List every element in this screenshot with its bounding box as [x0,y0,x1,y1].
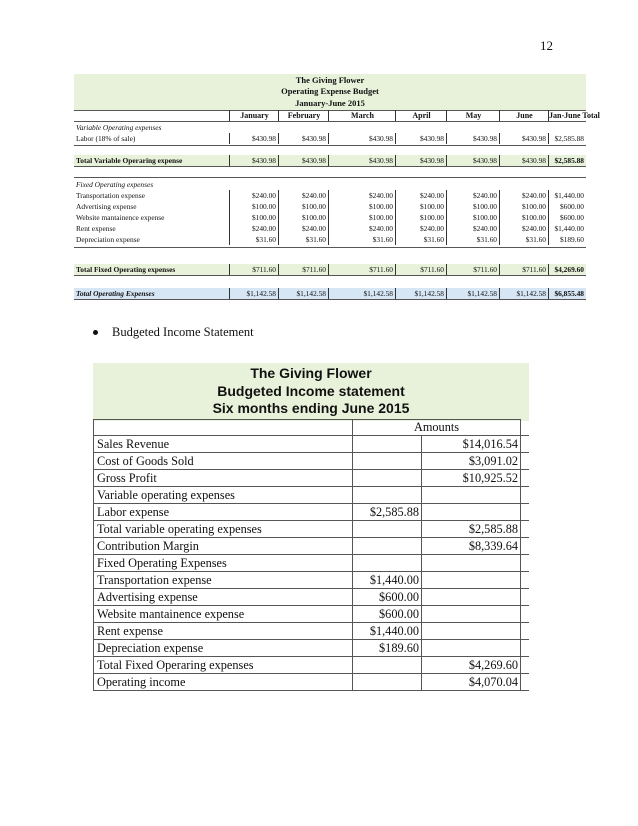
income-row-label: Cost of Goods Sold [93,453,353,469]
total-operating-row [74,288,586,299]
bullet-dot-icon [93,330,98,335]
total-variable-label: Total Variable Operaring expense [76,156,183,165]
fixed-expense-value: $240.00 [278,223,328,234]
income-row-label: Transportation expense [93,572,353,588]
fixed-expense-value: $31.60 [499,234,548,245]
total-fixed-value: $711.60 [499,264,548,275]
fixed-expense-row [74,201,586,212]
income-row-label: Sales Revenue [93,436,353,452]
income-row-subamount: $600.00 [379,590,419,604]
bullet-text: Budgeted Income Statement [112,325,254,339]
total-fixed-value: $711.60 [328,264,395,275]
income-row-total: $14,016.54 [353,436,521,452]
income-title-line: Budgeted Income statement [217,382,405,399]
income-row [93,657,529,674]
amounts-header-row [93,419,529,436]
fixed-expense-value: $240.00 [395,223,446,234]
fixed-expense-row [74,223,586,234]
income-row-subamount [353,657,421,673]
income-title-line: The Giving Flower [250,365,372,381]
column-header: Jan-June Total [549,111,600,120]
income-row [93,606,529,623]
income-row [93,572,529,589]
total-variable-value: $430.98 [395,155,446,166]
page-number: 12 [540,38,553,53]
income-row-label: Operating income [93,674,353,690]
total-operating-value: $1,142.58 [278,288,328,299]
income-row-subamount [353,521,421,537]
fixed-expense-row [74,212,586,223]
income-table-title [93,363,529,421]
income-row-subamount: $189.60 [379,641,419,655]
fixed-expense-value: $240.00 [395,190,446,201]
labor-value: $430.98 [229,133,278,144]
column-header: February [278,110,329,121]
variable-section-label-row [74,122,586,133]
income-row [93,436,529,453]
income-row [93,555,529,572]
fixed-section-label-row [74,179,586,190]
labor-value: $430.98 [446,133,499,144]
fixed-expense-value: $100.00 [328,212,395,223]
budget-title-line: The Giving Flower [295,75,365,85]
labor-value: $430.98 [328,133,395,144]
column-header: April [395,110,447,121]
fixed-expense-value: $240.00 [446,223,499,234]
fixed-expense-value: $600.00 [548,212,586,223]
income-row-total: $8,339.64 [353,538,521,554]
fixed-expense-value: $31.60 [278,234,328,245]
column-divider [421,436,422,691]
fixed-expense-value: $100.00 [499,212,548,223]
fixed-expense-value: $31.60 [446,234,499,245]
fixed-expense-value: $100.00 [395,212,446,223]
income-row-total: $4,269.60 [353,657,521,673]
income-row-subamount [353,487,421,503]
fixed-expense-label: Transportation expense [76,191,145,200]
fixed-expense-value: $240.00 [328,190,395,201]
fixed-expense-value: $31.60 [395,234,446,245]
column-header: March [328,110,396,121]
fixed-expense-label: Depreciation expense [76,235,140,244]
income-row-subamount [353,436,421,452]
fixed-expense-value: $100.00 [229,212,278,223]
budget-table-title [74,74,586,111]
income-row-total: $10,925.52 [353,470,521,486]
income-row [93,538,529,555]
total-operating-value: $1,142.58 [395,288,446,299]
income-row-label: Labor expense [93,504,353,520]
fixed-section-label: Fixed Operating expenses [76,180,154,189]
labor-value: $430.98 [395,133,446,144]
income-row [93,470,529,487]
fixed-expense-value: $240.00 [328,223,395,234]
total-fixed-value: $711.60 [446,264,499,275]
income-row-label: Variable operating expenses [93,487,353,503]
total-fixed-value: $711.60 [278,264,328,275]
labor-value: $2,585.88 [548,133,586,144]
income-row-label: Total variable operating expenses [93,521,353,537]
labor-value: $430.98 [278,133,328,144]
income-row-label: Advertising expense [93,589,353,605]
income-row-label: Fixed Operating Expenses [93,555,353,571]
fixed-expense-value: $100.00 [395,201,446,212]
income-row-label: Website mantainence expense [93,606,353,622]
income-row-subamount [353,674,421,690]
income-row [93,589,529,606]
fixed-expense-value: $1,440.00 [548,190,586,201]
income-row [93,623,529,640]
income-row-subamount: $600.00 [379,607,419,621]
income-row-total: $4,070.04 [353,674,521,690]
income-row [93,640,529,657]
income-row-subamount [353,538,421,554]
fixed-expense-value: $31.60 [328,234,395,245]
fixed-expense-row [74,234,586,245]
fixed-expense-label: Rent expense [76,224,116,233]
total-variable-value: $430.98 [328,155,395,166]
column-header: January [229,110,279,121]
income-row [93,487,529,504]
total-fixed-label: Total Fixed Operating expenses [76,265,176,274]
fixed-expense-value: $31.60 [229,234,278,245]
income-row-subamount: $1,440.00 [369,573,419,587]
income-statement-table [93,363,529,695]
fixed-expense-label: Website mantainence expense [76,213,165,222]
fixed-expense-value: $100.00 [446,212,499,223]
labor-label: Labor (18% of sale) [76,134,136,143]
total-fixed-row [74,264,586,275]
fixed-expense-label: Advertising expense [76,202,137,211]
income-row-subamount: $2,585.88 [369,505,419,519]
total-operating-value: $1,142.58 [229,288,278,299]
income-row [93,453,529,470]
income-row-subamount [353,470,421,486]
fixed-expense-value: $100.00 [278,212,328,223]
total-fixed-value: $4,269.60 [548,264,586,275]
fixed-expense-row [74,190,586,201]
fixed-expense-value: $100.00 [278,201,328,212]
total-variable-value: $430.98 [229,155,278,166]
income-row-label: Depreciation expense [93,640,353,656]
fixed-expense-value: $240.00 [229,223,278,234]
total-variable-row [74,155,586,166]
total-operating-label: Total Operating Expenses [76,289,155,298]
fixed-expense-value: $600.00 [548,201,586,212]
fixed-expense-value: $240.00 [499,190,548,201]
total-operating-value: $6,855.48 [548,288,586,299]
income-title-line: Six months ending June 2015 [212,400,410,416]
income-row-total: $3,091.02 [353,453,521,469]
total-fixed-value: $711.60 [395,264,446,275]
fixed-expense-value: $1,440.00 [548,223,586,234]
total-operating-value: $1,142.58 [328,288,395,299]
income-row-subamount: $1,440.00 [369,624,419,638]
amounts-header: Amounts [353,419,521,435]
income-row [93,504,529,521]
income-row [93,521,529,538]
fixed-expense-value: $240.00 [446,190,499,201]
income-row [93,674,529,691]
total-variable-value: $430.98 [446,155,499,166]
total-variable-value: $430.98 [499,155,548,166]
income-row-subamount [353,555,421,571]
fixed-expense-value: $189.60 [548,234,586,245]
total-operating-value: $1,142.58 [499,288,548,299]
income-row-total: $2,585.88 [353,521,521,537]
total-variable-value: $430.98 [278,155,328,166]
fixed-expense-value: $240.00 [229,190,278,201]
variable-section-label: Variable Operating expenses [76,123,162,132]
total-fixed-value: $711.60 [229,264,278,275]
column-header: June [499,110,549,121]
budget-title-line: Operating Expense Budget [281,86,379,97]
total-variable-value: $2,585.88 [548,155,586,166]
income-row-subamount [353,453,421,469]
column-header: May [446,110,500,121]
budget-column-headers [74,110,600,121]
fixed-expense-value: $100.00 [328,201,395,212]
fixed-expense-value: $100.00 [499,201,548,212]
labor-value: $430.98 [499,133,548,144]
total-operating-value: $1,142.58 [446,288,499,299]
bullet-item [93,325,254,340]
fixed-expense-value: $240.00 [278,190,328,201]
fixed-expense-value: $100.00 [229,201,278,212]
operating-expense-budget-table [74,74,600,300]
income-row-label: Contribution Margin [93,538,353,554]
income-row-label: Total Fixed Operaring expenses [93,657,353,673]
labor-row [74,133,586,144]
budget-title-line: January-June 2015 [295,97,365,108]
fixed-expense-value: $240.00 [499,223,548,234]
fixed-expense-value: $100.00 [446,201,499,212]
income-row-label: Gross Profit [93,470,353,486]
income-row-label: Rent expense [93,623,353,639]
